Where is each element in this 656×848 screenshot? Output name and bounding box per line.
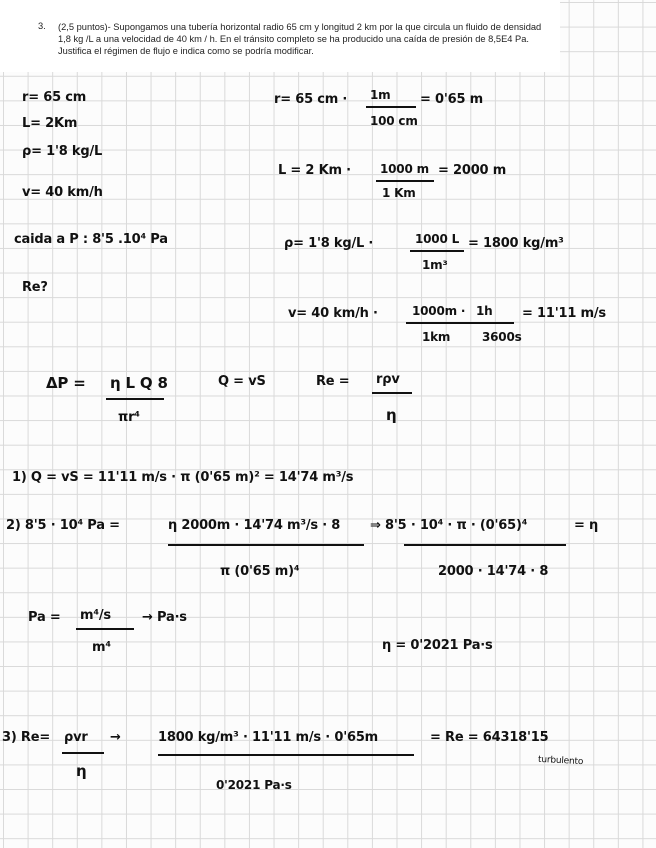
formula-poiseuille-num: η L Q 8 (110, 374, 168, 392)
conv-radius-left: r= 65 cm · (274, 92, 348, 107)
formula-reynolds-den: η (386, 406, 397, 424)
conv-velocity-num1: 1000m · (412, 304, 466, 318)
conv-velocity-den1: 1km (422, 330, 451, 344)
conv-density-num: 1000 L (415, 232, 460, 246)
step-1: 1) Q = vS = 11'11 m/s · π (0'65 m)² = 14'74 m³/s (12, 470, 354, 485)
step-3-calc-bar (158, 754, 414, 756)
formula-reynolds-num: rρv (376, 372, 400, 387)
conv-velocity-bar (406, 322, 514, 324)
conv-velocity-left: v= 40 km/h · (288, 306, 378, 321)
given-pressure-drop: caida a P : 8'5 .10⁴ Pa (14, 232, 168, 247)
step-3-bar (62, 752, 104, 754)
given-velocity: v= 40 km/h (22, 185, 103, 200)
step-3-left: 3) Re= (2, 730, 51, 745)
conv-velocity-den2: 3600s (482, 330, 522, 344)
conv-density-left: ρ= 1'8 kg/L · (284, 236, 374, 251)
given-length: L= 2Km (22, 116, 78, 131)
formula-poiseuille-bar (106, 398, 164, 400)
problem-statement (0, 0, 560, 72)
viscosity-result: η = 0'2021 Pa·s (382, 638, 493, 653)
step-2-rhs-result: = η (574, 518, 599, 533)
units-den: m⁴ (92, 640, 111, 655)
conv-length-bar (376, 180, 434, 182)
step-3-result: = Re = 64318'15 (430, 730, 549, 745)
conv-velocity-num2: 1h (476, 304, 493, 318)
conv-density-result: = 1800 kg/m³ (468, 236, 564, 251)
step-3-num: ρvr (64, 730, 88, 745)
step-2-num: η 2000m · 14'74 m³/s · 8 (168, 518, 341, 533)
conv-radius-result: = 0'65 m (420, 92, 484, 107)
units-bar (76, 628, 134, 630)
conv-density-bar (410, 250, 464, 252)
step-3-calc-den: 0'2021 Pa·s (216, 778, 292, 792)
step-2-left: 2) 8'5 · 10⁴ Pa = (6, 518, 120, 533)
formula-reynolds-left: Re = (316, 374, 350, 389)
formula-poiseuille-left: ΔP = (46, 374, 86, 392)
conv-radius-bar (366, 106, 416, 108)
conv-density-den: 1m³ (422, 258, 448, 272)
conv-radius-den: 100 cm (370, 114, 418, 128)
step-2-rhs-bar (404, 544, 566, 546)
step-2-rhs-den: 2000 · 14'74 · 8 (438, 564, 549, 579)
step-2-rhs-num: ⇒ 8'5 · 10⁴ · π · (0'65)⁴ (370, 518, 528, 533)
step-2-bar (168, 544, 364, 546)
conv-radius-num: 1m (370, 88, 391, 102)
units-left: Pa = (28, 610, 61, 625)
conv-length-num: 1000 m (380, 162, 429, 176)
step-3-calc-num: 1800 kg/m³ · 11'11 m/s · 0'65m (158, 730, 379, 745)
unknown-reynolds: Re? (22, 280, 48, 295)
conv-length-den: 1 Km (382, 186, 416, 200)
given-density: ρ= 1'8 kg/L (22, 144, 103, 159)
formula-flow: Q = vS (218, 374, 266, 389)
step-2-den: π (0'65 m)⁴ (220, 564, 300, 579)
formula-reynolds-bar (372, 392, 412, 394)
units-result: → Pa·s (142, 610, 187, 625)
regime-label: turbulento (537, 754, 584, 768)
question-text: (2,5 puntos)- Supongamos una tubería horizontal radio 65 cm y longitud 2 km por la que circula un fluido de densidad 1,8 kg /L a una velocidad de 40 km / h. En el tránsito completo se ha producido una caída de presión de 8,5E4 Pa. Justifica el régimen de flujo e indica como se podría modificar. (58, 22, 542, 57)
conv-length-result: = 2000 m (438, 163, 507, 178)
step-3-arrow: → (110, 730, 121, 745)
conv-length-left: L = 2 Km · (278, 163, 351, 178)
question-number: 3. (38, 21, 46, 31)
conv-velocity-result: = 11'11 m/s (522, 306, 606, 321)
given-radius: r= 65 cm (22, 90, 87, 105)
units-num: m⁴/s (80, 608, 111, 623)
formula-poiseuille-den: πr⁴ (118, 410, 140, 425)
step-3-den: η (76, 762, 87, 780)
